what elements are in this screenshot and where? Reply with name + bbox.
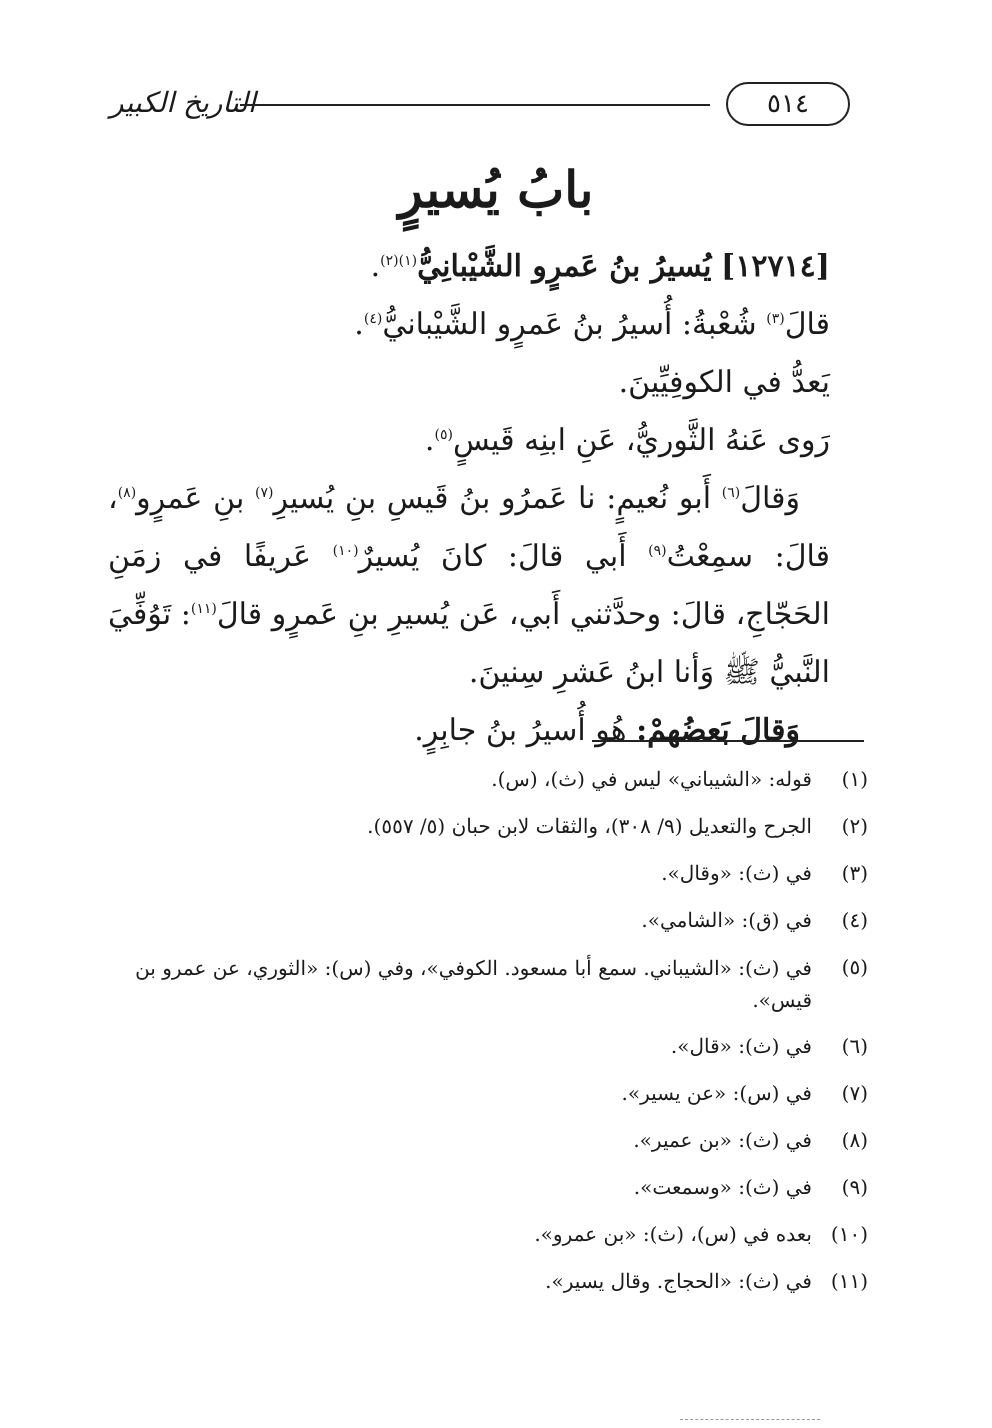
footnote-item [120,1258,868,1305]
footnote-item [120,756,868,803]
footnote-ref: (٥) [434,427,453,443]
footnote-item [120,897,868,944]
entry-text: يَعدُّ في الكوفِيِّينَ. [618,365,830,400]
footnote-ref: (٤) [363,311,383,327]
footnote-number: (٩) [841,1175,868,1199]
entry-text: شُعْبةُ: أُسيرُ بنُ عَمرٍو الشَّيْبانيُّ [382,307,757,342]
footnote-ref: (٩) [648,543,667,559]
entry-text: أَبي قالَ: كانَ يُسيرٌ [358,539,649,574]
footnote-text: في (ق): «الشامي». [641,908,812,932]
footnote-ref: (١)(٢) [380,253,418,269]
entry-line [108,354,830,412]
entry-text: بنِ عَمرٍو [136,481,256,516]
chapter-title: بابُ يُسيرٍ [398,160,594,219]
footnote-text: في (ث): «الحجاج. وقال يسير». [545,1269,812,1293]
footnote-item [120,1211,868,1258]
entry-line [108,702,830,760]
footnote-text: في (ث): «وسمعت». [633,1175,812,1199]
footnote-number: (٧) [841,1081,868,1105]
footnote-item [120,1164,868,1211]
footnote-number: (٦) [841,1034,868,1058]
footnote-ref: (١٠) [332,543,359,559]
entry-text: قالَ [784,307,830,342]
entry-line: رَوى عَنهُ الثَّوريُّ، عَنِ ابنِه قَيسٍ$^{(٥)}$. [424,423,830,458]
footnote-text: في (ث): «بن عمير». [633,1128,812,1152]
footnote-number: (٨) [841,1128,868,1152]
book-title: التاريخ الكبير [110,86,256,119]
footnote-text: في (ث): «وقال». [661,861,812,885]
entry-body [108,238,830,760]
entry-line: قالَ$^{(٣)}$ شُعْبةُ: أُسيرُ بنُ عَمرٍو الشَّيْبانيُّ$^{(٤)}$. [354,307,830,342]
footnote-item [120,850,868,897]
entry-text: وَقالَ [740,481,800,516]
footnote-number: (٤) [841,908,868,932]
footnote-number: (١) [841,767,868,791]
footnote-number: (١٠) [830,1222,868,1246]
entry-text: عَريفًا في زمَنِ الحَجّاجِ، قالَ: وحدَّثني أَبي، عَن يُسيرِ بنِ عَمرٍو قالَ [108,539,830,632]
footnote-text: في (ث): «قال». [670,1034,812,1058]
entry-text: وَقالَ بَعضُهمْ: [636,713,800,748]
entry-text: أَبو نُعيمٍ: نا عَمرُو بنُ قَيسِ بنِ يُسيرِ [273,481,722,516]
footnote-ref: (١١) [190,601,217,617]
footnote-item [120,1117,868,1164]
footnote-text: في (ث): «الشيباني. سمع أبا مسعود. الكوفي»، وفي (س): «الثوري، عن عمرو بن قيس». [135,956,812,1012]
footnote-text: الجرح والتعديل (٩/ ٣٠٨)، والثقات لابن حبان (٥/ ٥٥٧). [367,814,812,838]
footnote-item [120,1023,868,1070]
page-number: ٥١٤ [726,82,850,126]
bottom-mark [680,1419,820,1420]
entry-text: رَوى عَنهُ الثَّوريُّ، عَنِ ابنِه قَيسٍ [452,423,830,458]
footnote-item [120,1070,868,1117]
footnote-text: قوله: «الشيباني» ليس في (ث)، (س). [491,767,812,791]
entry-text: : تَوُفِّيَ النَّبيُّ ﷺ وَأنا ابنُ عَشرِ سِنينَ. [108,597,830,690]
footnotes [120,756,868,1305]
footnote-number: (٣) [841,861,868,885]
entry-text: ، قالَ: سمِعْتُ [108,481,830,574]
footnote-ref: (٣) [766,311,785,327]
footnote-text: بعده في (س)، (ث): «بن عمرو». [534,1222,812,1246]
entry-number: [١٢٧١٤] [721,249,830,284]
footnote-item [120,803,868,850]
footnote-item [120,944,868,1023]
footnote-separator [592,740,864,742]
footnote-ref: (٧) [255,485,274,501]
entry-text: هُو أُسيرُ بنُ جابِرٍ. [414,713,637,748]
footnote-text: في (س): «عن يسير». [621,1081,812,1105]
footnote-number: (١١) [830,1269,868,1293]
footnote-number: (٢) [841,814,868,838]
footnote-number: (٥) [841,955,868,979]
entry-paragraph [108,470,830,702]
header-rule [240,104,710,106]
page-header [110,82,870,126]
footnote-ref: (٦) [721,485,741,501]
footnote-ref: (٨) [117,485,137,501]
entry-heading: [١٢٧١٤] يُسيرُ بنُ عَمرٍو الشَّيْبانِيُّ$^{(١)(٢)}$. [370,249,830,284]
entry-name: يُسيرُ بنُ عَمرٍو الشَّيْبانِيُّ [417,249,712,284]
